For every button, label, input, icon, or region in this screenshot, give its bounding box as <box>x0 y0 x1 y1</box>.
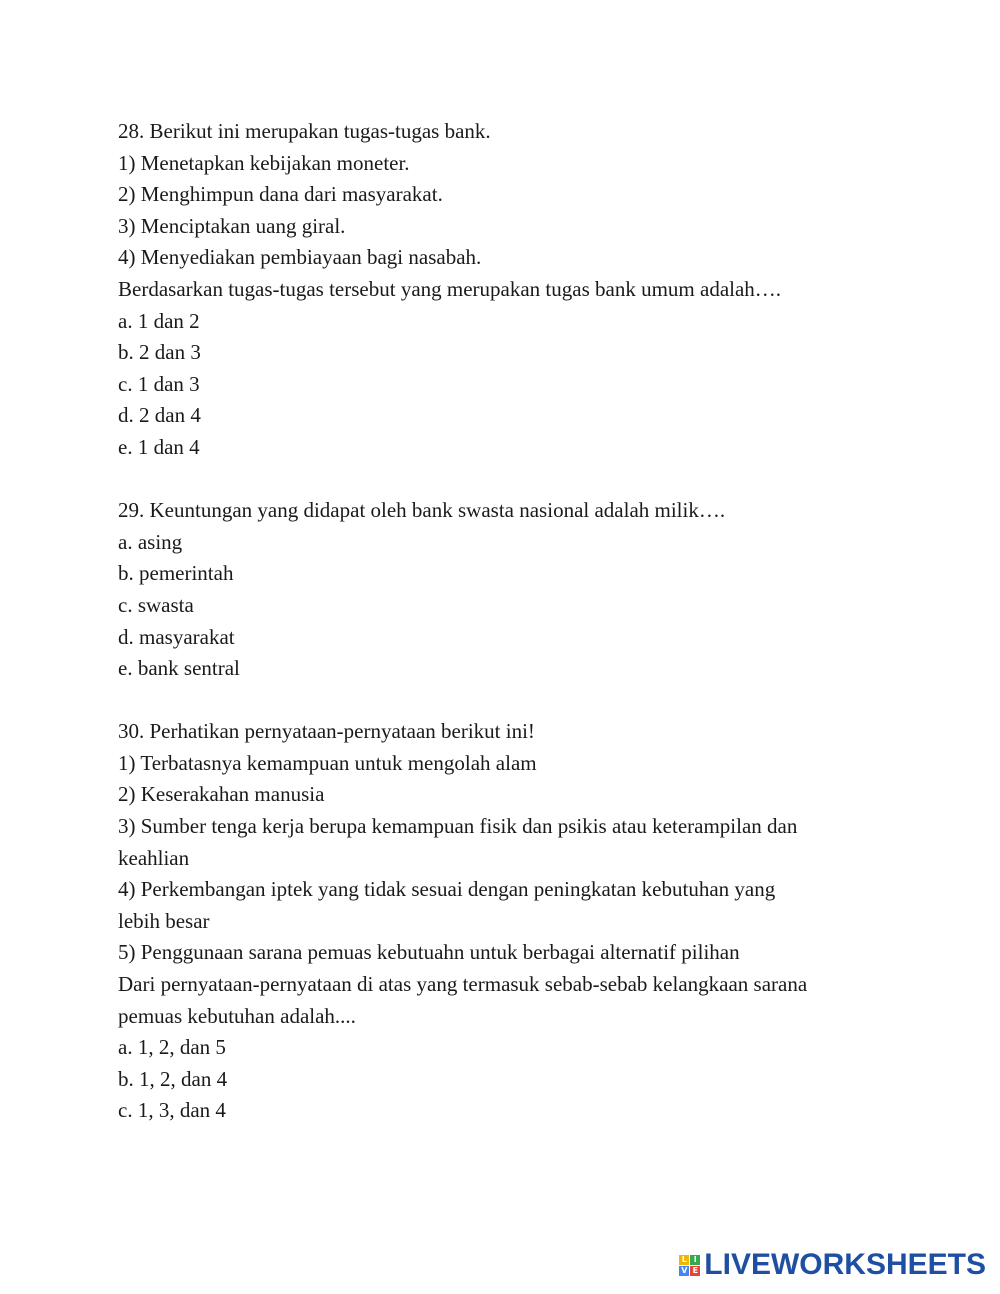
statement-item: 2) Menghimpun dana dari masyarakat. <box>118 182 443 207</box>
question-text: 28. Berikut ini merupakan tugas-tugas bank. <box>118 119 491 143</box>
answer-option-c: c. 1 dan 3 <box>118 371 200 396</box>
answer-option-d: d. masyarakat <box>118 624 235 649</box>
answer-option-e: e. 1 dan 4 <box>118 434 200 459</box>
answer-option-b: b. 2 dan 3 <box>118 340 201 365</box>
statement-item: 3) Menciptakan uang giral. <box>118 213 346 238</box>
logo-mark-icon <box>679 1255 700 1276</box>
question-prompt: Dari pernyataan-pernyataan di atas yang termasuk sebab-sebab kelangkaan sarana <box>118 972 808 997</box>
logo-letter: V <box>681 1266 688 1275</box>
question-28 <box>118 116 888 464</box>
spacer <box>118 464 888 496</box>
answer-option-a: a. 1, 2, dan 5 <box>118 1035 226 1060</box>
question-prompt-continued: pemuas kebutuhan adalah.... <box>118 1003 356 1028</box>
spacer <box>118 685 888 717</box>
statement-item: 5) Penggunaan sarana pemuas kebutuahn untuk berbagai alternatif pilihan <box>118 940 740 965</box>
logo-letter: L <box>679 1255 689 1265</box>
statement-item: 3) Sumber tenga kerja berupa kemampuan fisik dan psikis atau keterampilan dan <box>118 814 798 839</box>
statement-item-continued: lebih besar <box>118 908 210 933</box>
answer-option-b: b. 1, 2, dan 4 <box>118 1066 228 1091</box>
logo-text: LIVEWORKSHEETS <box>704 1248 986 1281</box>
question-prompt: Berdasarkan tugas-tugas tersebut yang merupakan tugas bank umum adalah…. <box>118 276 782 301</box>
statement-item: 2) Keserakahan manusia <box>118 782 325 807</box>
answer-option-c: c. swasta <box>118 592 194 617</box>
statement-item: 1) Menetapkan kebijakan moneter. <box>118 150 410 175</box>
answer-option-b: b. pemerintah <box>118 561 234 586</box>
answer-option-d: d. 2 dan 4 <box>118 403 201 428</box>
statement-item: 1) Terbatasnya kemampuan untuk mengolah alam <box>118 750 537 775</box>
answer-option-a: a. 1 dan 2 <box>118 308 200 333</box>
question-30 <box>118 716 888 1127</box>
answer-option-e: e. bank sentral <box>118 656 240 681</box>
statement-item: 4) Menyediakan pembiayaan bagi nasabah. <box>118 245 482 270</box>
answer-option-a: a. asing <box>118 529 183 554</box>
worksheet-content <box>118 116 888 1127</box>
question-text: 29. Keuntungan yang didapat oleh bank swasta nasional adalah milik…. <box>118 498 726 523</box>
question-text: 30. Perhatikan pernyataan-pernyataan berikut ini! <box>118 719 535 744</box>
question-29 <box>118 495 888 685</box>
statement-item: 4) Perkembangan iptek yang tidak sesuai dengan peningkatan kebutuhan yang <box>118 877 776 902</box>
logo-letter: E <box>690 1266 700 1276</box>
logo-letter: I <box>690 1255 700 1265</box>
statement-item-continued: keahlian <box>118 845 190 870</box>
liveworksheets-logo <box>679 1248 986 1282</box>
answer-option-c: c. 1, 3, dan 4 <box>118 1098 226 1123</box>
